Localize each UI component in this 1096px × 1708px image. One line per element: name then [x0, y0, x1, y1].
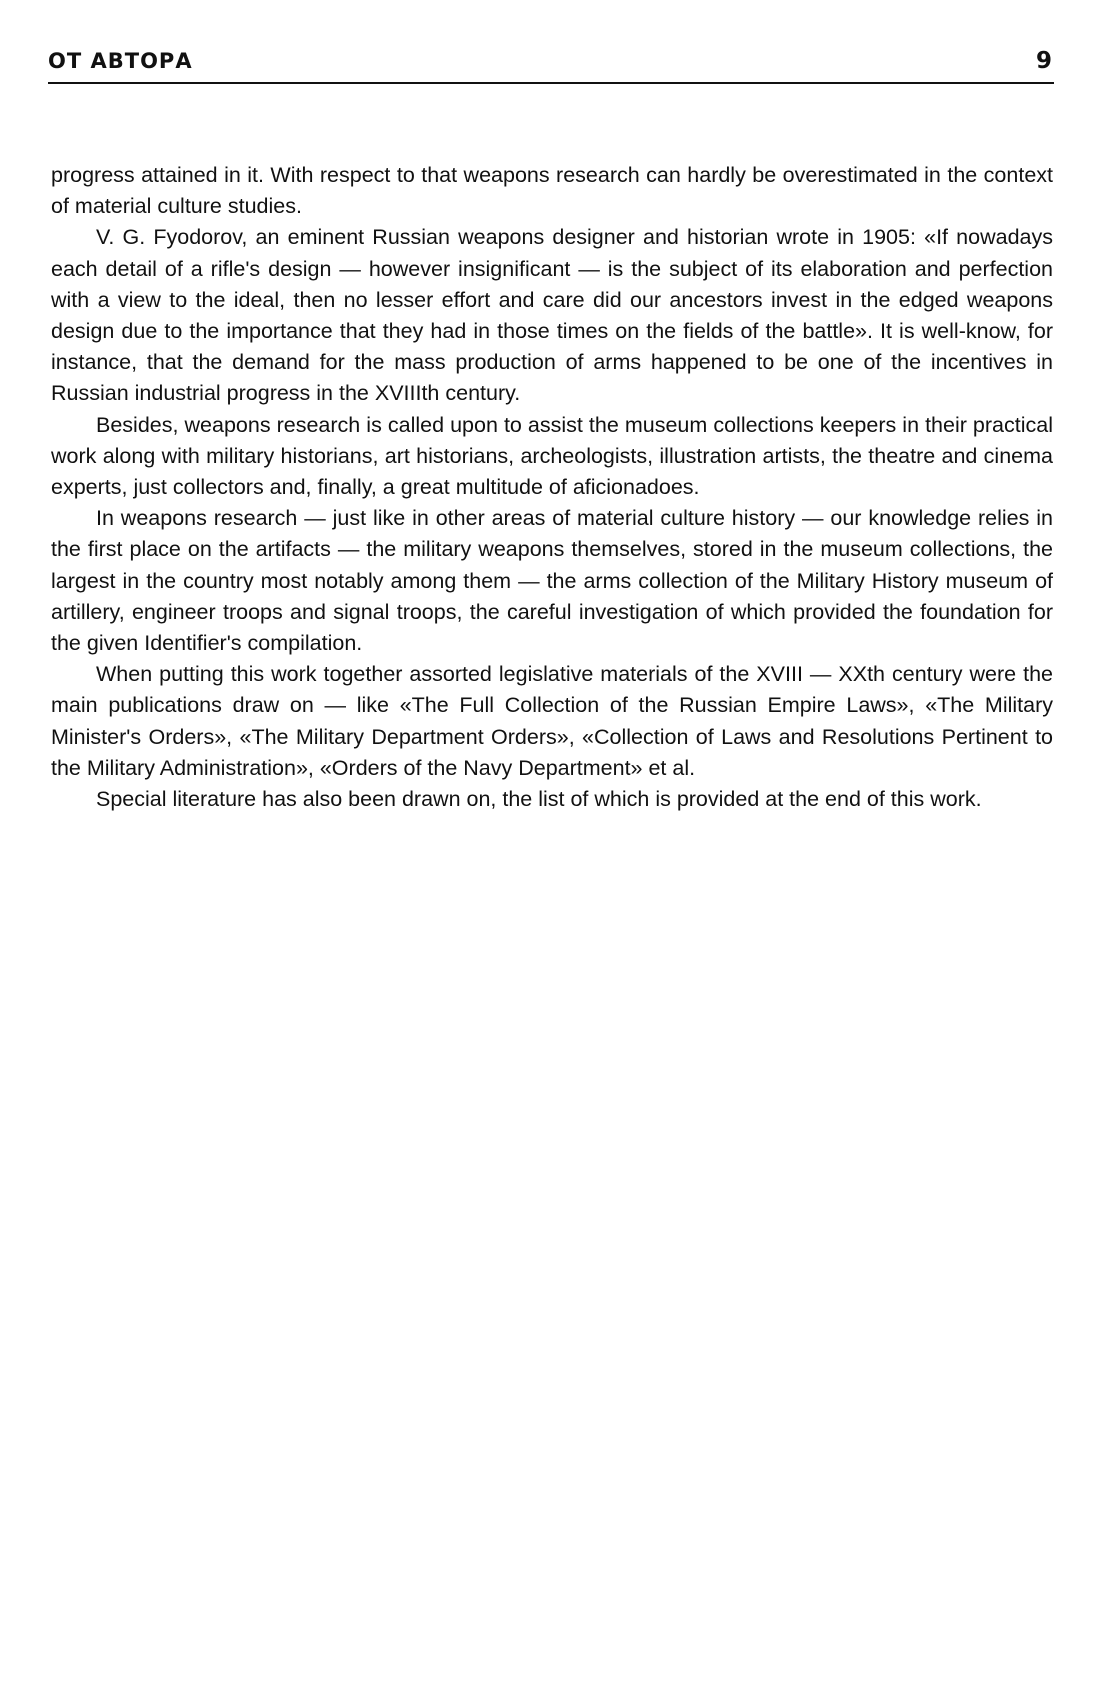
- page-header: [48, 44, 1054, 84]
- paragraph-artifacts: In weapons research — just like in other areas of material culture history — our knowledge relies in the first place on the artifacts — the military weapons themselves, stored in the museum collections, the largest in the country most notably among them — the arms collection of the Military History museum of artillery, engineer troops and signal troops, the careful investigation of which provided the foundation for the given Identifier's compilation.: [51, 506, 1053, 656]
- paragraph-special-literature: Special literature has also been drawn on, the list of which is provided at the end of this work.: [96, 787, 982, 812]
- paragraph-legislative-sources: When putting this work together assorted legislative materials of the XVIII — XXth century were the main publications draw on — like «The Full Collection of the Russian Empire Laws», «The Military Minister's Orders», «The Military Department Orders», «Collection of Laws and Resolutions Pertinent to the Military Administration», «Orders of the Navy Department» et al.: [51, 662, 1053, 780]
- body-text: [51, 160, 1053, 815]
- paragraph-continued: progress attained in it. With respect to that weapons research can hardly be overestimated in the context of material culture studies.: [51, 163, 1053, 219]
- running-title: ОТ АВТОРА: [48, 49, 193, 73]
- paragraph-research-purpose: Besides, weapons research is called upon to assist the museum collections keepers in their practical work along with military historians, art historians, archeologists, illustration artists, the theatre and cinema experts, just collectors and, finally, a great multitude of aficionadoes.: [51, 412, 1053, 500]
- paragraph-fyodorov-quote: V. G. Fyodorov, an eminent Russian weapons designer and historian wrote in 1905: «If nowadays each detail of a rifle's design — however insignificant — is the subject of its elaboration and perfection with a view to the ideal, then no lesser effort and care did our ancestors invest in the edged weapons design due to the importance that they had in those times on the fields of the battle». It is well-know, for instance, that the demand for the mass production of arms happened to be one of the incentives in Russian industrial progress in the XVIIIth century.: [51, 225, 1053, 406]
- page-number: 9: [1035, 48, 1052, 74]
